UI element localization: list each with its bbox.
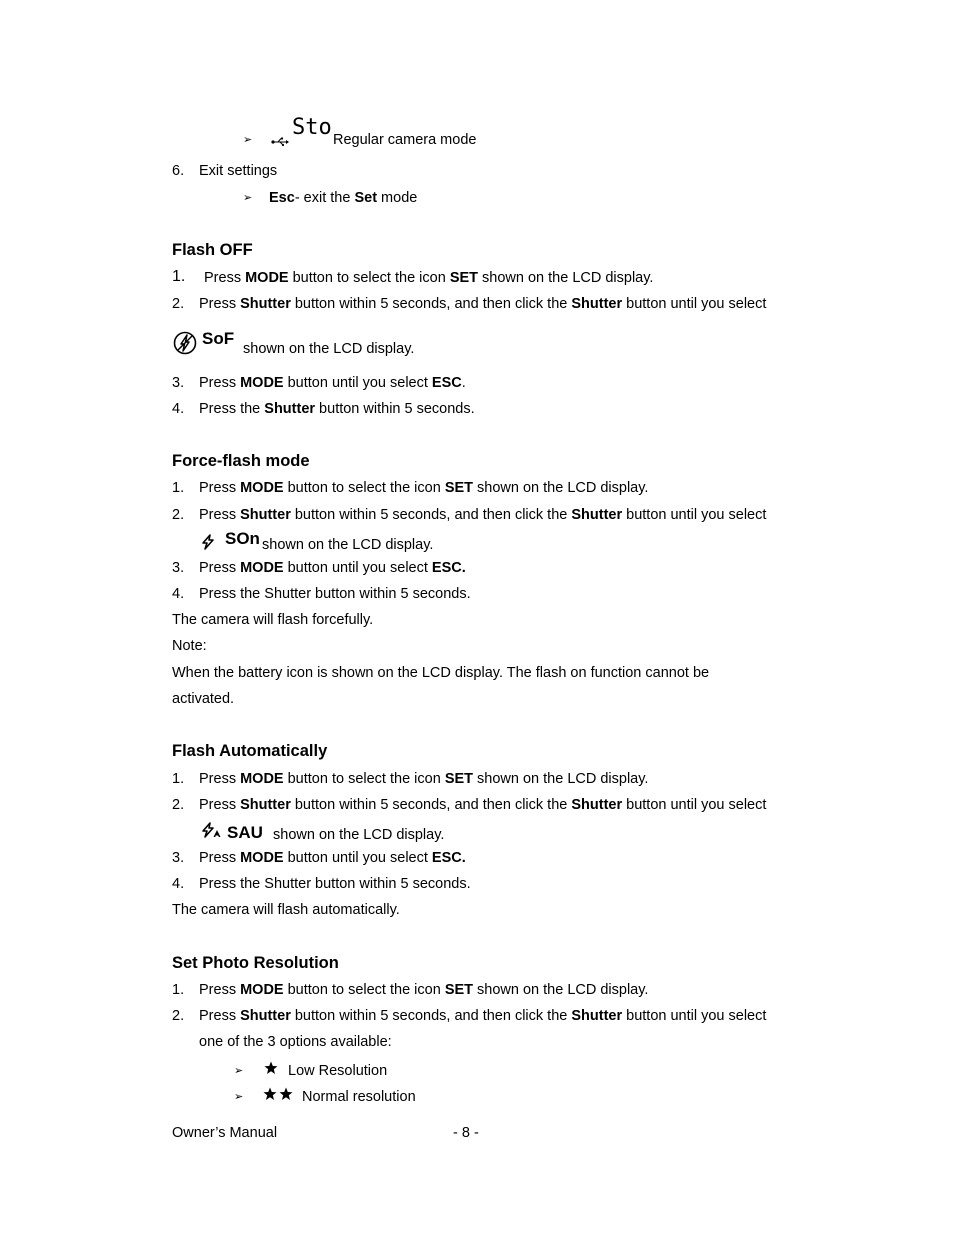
- arrowhead-bullet-icon: ➢: [234, 1065, 244, 1077]
- step-text: Press MODE button to select the icon SET shown on the LCD display.: [204, 270, 654, 286]
- arrowhead-bullet-icon: ➢: [243, 192, 253, 204]
- paragraph: When the battery icon is shown on the LCD display. The flash on function cannot be: [172, 665, 710, 681]
- step-text: Press the Shutter button within 5 seconds.: [199, 401, 475, 417]
- step-number: 3.: [172, 560, 185, 576]
- step-number: 1.: [172, 480, 185, 496]
- section-heading-flash-off: Flash OFF: [172, 241, 253, 259]
- step-text: Press Shutter button within 5 seconds, and then click the Shutter button until you select: [199, 507, 767, 523]
- step-text: shown on the LCD display.: [262, 537, 434, 553]
- option-label: Normal resolution: [302, 1089, 416, 1105]
- step-number: 3.: [172, 850, 185, 866]
- section-heading-resolution: Set Photo Resolution: [172, 954, 339, 972]
- step-text: one of the 3 options available:: [199, 1034, 392, 1050]
- step-text: Press MODE button to select the icon SET shown on the LCD display.: [199, 480, 649, 496]
- lcd-son-text: SOn: [225, 529, 260, 548]
- step-number: 3.: [172, 375, 185, 391]
- arrowhead-bullet-icon: ➢: [234, 1091, 244, 1103]
- step-number: 1.: [172, 771, 185, 787]
- usb-icon: [271, 137, 289, 147]
- step-text: Press the Shutter button within 5 seconds.: [199, 876, 471, 892]
- step-text: Press Shutter button within 5 seconds, and then click the Shutter button until you select: [199, 1008, 767, 1024]
- option-label: Low Resolution: [288, 1063, 388, 1079]
- step-number: 2.: [172, 1008, 185, 1024]
- flash-auto-icon: [200, 822, 222, 838]
- step-number: 6.: [172, 163, 185, 179]
- page-number: - 8 -: [453, 1125, 479, 1141]
- lcd-sau-text: SAU: [227, 823, 263, 842]
- star-icon: [279, 1087, 293, 1101]
- section-heading-flash-auto: Flash Automatically: [172, 742, 328, 760]
- step-text: Exit settings: [199, 163, 278, 179]
- esc-item: Esc- exit the Set mode: [269, 190, 418, 206]
- step-number: 2.: [172, 296, 185, 312]
- section-heading-force-flash: Force-flash mode: [172, 452, 310, 470]
- footer-title: Owner’s Manual: [172, 1125, 278, 1141]
- arrowhead-bullet-icon: ➢: [243, 134, 253, 146]
- step-text: Press MODE button until you select ESC.: [199, 375, 466, 391]
- step-text: Press MODE button to select the icon SET shown on the LCD display.: [199, 982, 649, 998]
- step-text: shown on the LCD display.: [243, 341, 415, 357]
- step-number: 4.: [172, 876, 185, 892]
- step-text: Press MODE button until you select ESC.: [199, 560, 466, 576]
- step-text: Press Shutter button within 5 seconds, and then click the Shutter button until you select: [199, 296, 767, 312]
- paragraph: The camera will flash automatically.: [172, 902, 400, 918]
- step-number: 4.: [172, 586, 185, 602]
- step-text: Press the Shutter button within 5 seconds.: [199, 586, 471, 602]
- step-text: Press Shutter button within 5 seconds, and then click the Shutter button until you select: [199, 797, 767, 813]
- step-text: shown on the LCD display.: [273, 827, 445, 843]
- usb-mode-label: Regular camera mode: [333, 132, 477, 148]
- flash-off-icon: [173, 331, 197, 355]
- lcd-sto-text: Sto: [292, 115, 332, 140]
- step-text: Press MODE button to select the icon SET shown on the LCD display.: [199, 771, 649, 787]
- step-number: 2.: [172, 507, 185, 523]
- paragraph: The camera will flash forcefully.: [172, 612, 374, 628]
- step-number: 4.: [172, 401, 185, 417]
- flash-icon: [200, 534, 216, 550]
- star-icon: [263, 1087, 277, 1101]
- step-number: 1.: [172, 982, 185, 998]
- paragraph: activated.: [172, 691, 235, 707]
- step-text: Press MODE button until you select ESC.: [199, 850, 466, 866]
- star-icon: [264, 1061, 278, 1075]
- step-number: 2.: [172, 797, 185, 813]
- lcd-sof-text: SoF: [202, 329, 235, 348]
- note-label: Note:: [172, 638, 207, 654]
- step-number: 1.: [172, 268, 186, 285]
